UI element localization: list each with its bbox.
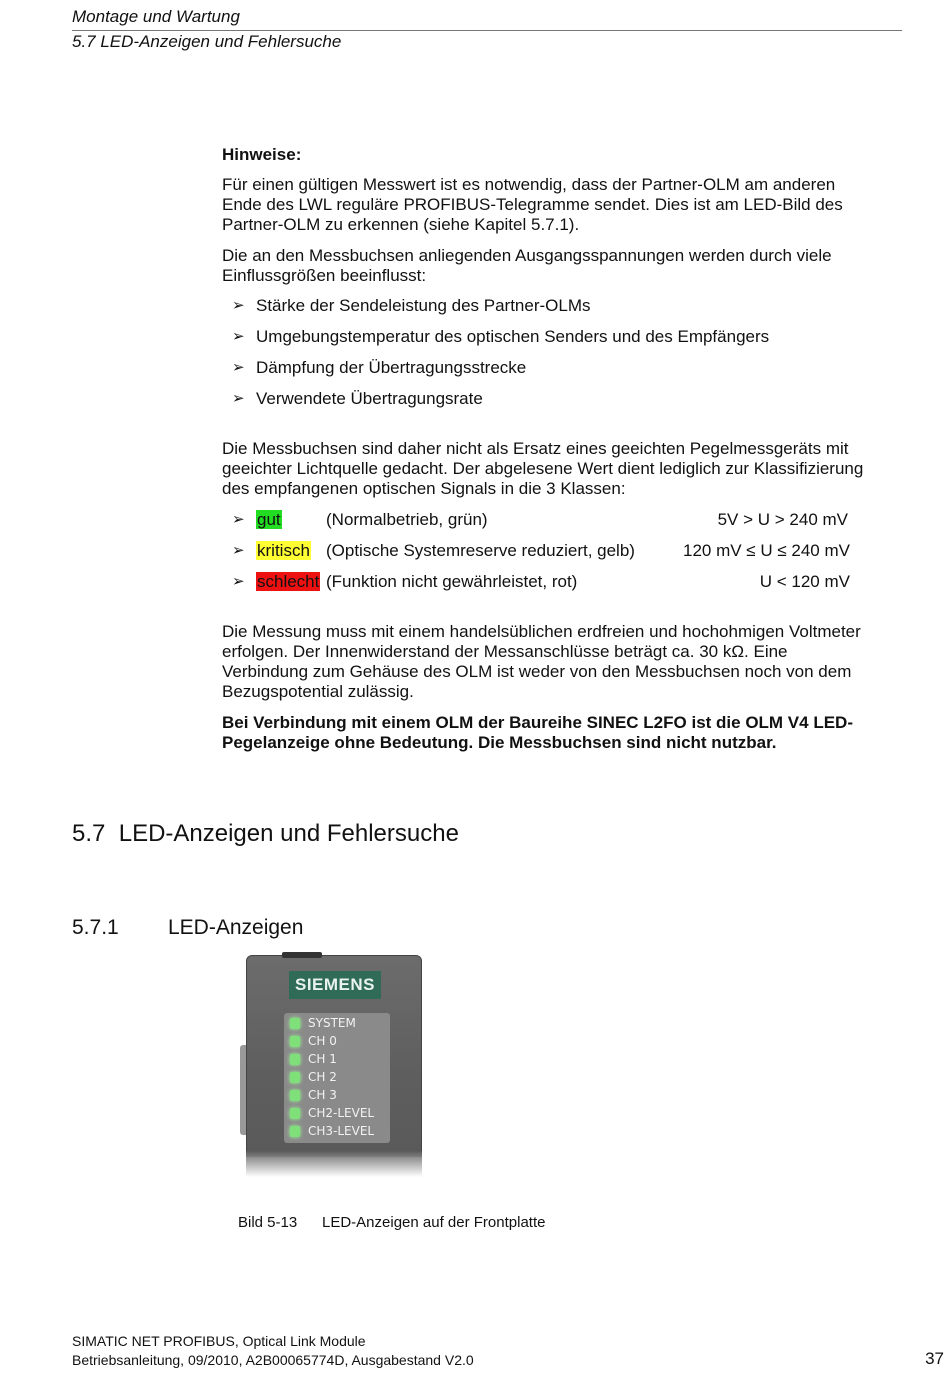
led-label: CH 1 xyxy=(308,1052,337,1066)
class-description: (Normalbetrieb, grün) xyxy=(326,510,488,529)
led-indicator-icon xyxy=(290,1072,300,1083)
section-title: LED-Anzeigen und Fehlersuche xyxy=(118,820,459,847)
text-line: Partner-OLM zu erkennen (siehe Kapitel 5.7.1). xyxy=(222,215,580,234)
text-line: Bei Verbindung mit einem OLM der Baureihe SINEC L2FO ist die OLM V4 LED- xyxy=(222,713,853,732)
led-label: CH 2 xyxy=(308,1070,337,1084)
arrow-bullet-icon: ➢ xyxy=(232,573,245,590)
text-line: Für einen gültigen Messwert ist es notwendig, dass der Partner-OLM am anderen xyxy=(222,175,836,194)
text-line: Bezugspotential zulässig. xyxy=(222,682,414,701)
notes-paragraph-4 xyxy=(222,622,902,702)
running-header-section: 5.7 LED-Anzeigen und Fehlersuche xyxy=(72,32,342,51)
led-indicator-icon xyxy=(290,1054,300,1065)
list-item: Stärke der Sendeleistung des Partner-OLMs xyxy=(256,296,591,315)
led-label: CH 0 xyxy=(308,1034,337,1048)
subsection-title: LED-Anzeigen xyxy=(168,916,304,939)
text-line: des empfangenen optischen Signals in die 3 Klassen: xyxy=(222,479,626,498)
led-indicator-icon xyxy=(290,1108,300,1119)
class-range: 120 mV ≤ U ≤ 240 mV xyxy=(682,541,850,560)
footer-product: SIMATIC NET PROFIBUS, Optical Link Module xyxy=(72,1333,366,1349)
class-range: U < 120 mV xyxy=(759,572,850,591)
arrow-bullet-icon: ➢ xyxy=(232,359,245,376)
class-range: 5V > U > 240 mV xyxy=(717,510,848,529)
text-line: Ende des LWL reguläre PROFIBUS-Telegramme sendet. Dies ist am LED-Bild des xyxy=(222,195,843,214)
device-top-notch xyxy=(282,952,322,958)
subsection-number: 5.7.1 xyxy=(72,916,119,939)
led-indicator-icon xyxy=(290,1036,300,1047)
led-indicator-icon xyxy=(290,1090,300,1101)
led-label: CH 3 xyxy=(308,1088,337,1102)
list-item: Dämpfung der Übertragungsstrecke xyxy=(256,358,527,377)
class-tag: schlecht xyxy=(257,572,320,591)
arrow-bullet-icon: ➢ xyxy=(232,511,245,528)
siemens-logo: SIEMENS xyxy=(289,971,381,999)
text-line: Die Messbuchsen sind daher nicht als Ersatz eines geeichten Pegelmessgeräts mit xyxy=(222,439,849,458)
led-label: CH3-LEVEL xyxy=(308,1124,375,1138)
class-label-schlecht xyxy=(256,572,320,592)
figure-caption-number: Bild 5-13 xyxy=(238,1214,298,1231)
led-label: CH2-LEVEL xyxy=(308,1106,375,1120)
device-side-clip xyxy=(240,1045,246,1135)
running-header-chapter: Montage und Wartung xyxy=(72,7,240,26)
class-tag: kritisch xyxy=(257,541,310,560)
page-number: 37 xyxy=(925,1349,944,1368)
class-description: (Optische Systemreserve reduziert, gelb) xyxy=(326,541,635,560)
olm-front-panel-image xyxy=(246,955,420,1177)
notes-paragraph-5 xyxy=(222,713,902,753)
list-item: Verwendete Übertragungsrate xyxy=(256,389,483,408)
arrow-bullet-icon: ➢ xyxy=(232,297,245,314)
text-line: Die Messung muss mit einem handelsüblichen erdfreien und hochohmigen Voltmeter xyxy=(222,622,861,641)
class-label-kritisch xyxy=(256,541,311,561)
led-indicator-icon xyxy=(290,1126,300,1137)
section-number: 5.7 xyxy=(72,820,106,847)
led-indicator-icon xyxy=(290,1018,300,1029)
device-bottom-fade xyxy=(246,1151,422,1177)
arrow-bullet-icon: ➢ xyxy=(232,542,245,559)
notes-heading: Hinweise: xyxy=(222,145,302,164)
list-item: Umgebungstemperatur des optischen Senders und des Empfängers xyxy=(256,327,770,346)
footer-document-info: Betriebsanleitung, 09/2010, A2B00065774D, Ausgabestand V2.0 xyxy=(72,1352,474,1368)
arrow-bullet-icon: ➢ xyxy=(232,390,245,407)
notes-paragraph-3 xyxy=(222,439,902,499)
led-panel xyxy=(284,1013,390,1143)
class-tag: gut xyxy=(257,510,281,529)
class-label-gut xyxy=(256,510,282,530)
notes-paragraph-2 xyxy=(222,246,902,286)
text-line: Die an den Messbuchsen anliegenden Ausgangsspannungen werden durch viele xyxy=(222,246,832,265)
text-line: geeichter Lichtquelle gedacht. Der abgelesene Wert dient lediglich zur Klassifizierung xyxy=(222,459,864,478)
text-line: Pegelanzeige ohne Bedeutung. Die Messbuchsen sind nicht nutzbar. xyxy=(222,733,777,752)
section-heading xyxy=(72,819,459,849)
notes-paragraph-1 xyxy=(222,175,902,235)
text-line: Verbindung zum Gehäuse des OLM ist weder von den Messbuchsen noch von dem xyxy=(222,662,852,681)
text-line: Einflussgrößen beeinflusst: xyxy=(222,266,427,285)
arrow-bullet-icon: ➢ xyxy=(232,328,245,345)
led-label: SYSTEM xyxy=(308,1016,356,1030)
text-line: erfolgen. Der Innenwiderstand der Messanschlüsse beträgt ca. 30 kΩ. Eine xyxy=(222,642,788,661)
class-description: (Funktion nicht gewährleistet, rot) xyxy=(326,572,578,591)
figure-caption-text: LED-Anzeigen auf der Frontplatte xyxy=(322,1214,546,1231)
